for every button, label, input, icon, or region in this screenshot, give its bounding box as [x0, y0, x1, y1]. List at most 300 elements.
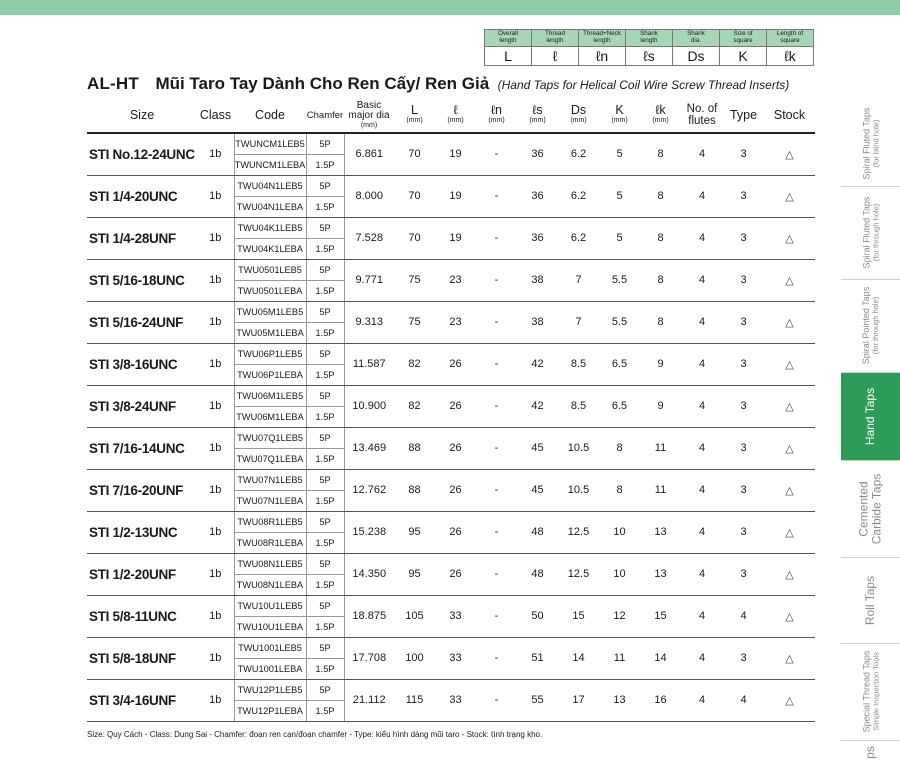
header-basic-unit: (mm) — [360, 121, 378, 129]
header-size: Size — [87, 98, 197, 133]
legend-header-cell — [767, 30, 814, 47]
cell-ds: 6.2 — [558, 175, 599, 217]
cell-lk: 15 — [640, 595, 681, 637]
cell-type: 3 — [723, 427, 764, 469]
cell-basic: 9.771 — [344, 259, 394, 301]
top-color-band — [0, 0, 900, 15]
sidebar-tab-label — [861, 197, 880, 269]
cell-code2: TWUNCM1LEBA — [234, 154, 306, 175]
cell-l: 82 — [394, 385, 435, 427]
cell-k: 6.5 — [599, 385, 640, 427]
table-row — [87, 427, 815, 448]
series-code: AL-HT — [87, 74, 139, 93]
cell-basic: 13.469 — [344, 427, 394, 469]
cell-l: 33 — [435, 595, 476, 637]
sidebar-tab-label — [861, 287, 880, 364]
cell-ln: - — [476, 133, 517, 175]
cell-l: 70 — [394, 175, 435, 217]
table-row — [87, 553, 815, 574]
cell-flutes: 4 — [681, 133, 723, 175]
cell-ch2: 1.5P — [306, 280, 344, 301]
cell-size: STI 5/16-24UNF — [87, 301, 197, 343]
cell-ds: 10.5 — [558, 469, 599, 511]
header-unit: (mm) — [652, 117, 669, 124]
cell-basic: 15.238 — [344, 511, 394, 553]
cell-ds: 7 — [558, 301, 599, 343]
cell-k: 6.5 — [599, 343, 640, 385]
cell-ls: 42 — [517, 385, 558, 427]
cell-type: 3 — [723, 217, 764, 259]
cell-l: 19 — [435, 133, 476, 175]
sidebar-tab[interactable] — [841, 100, 900, 186]
cell-code2: TWU04N1LEBA — [234, 196, 306, 217]
header-stock: Stock — [764, 98, 815, 133]
cell-ch1: 5P — [306, 427, 344, 448]
cell-ch2: 1.5P — [306, 196, 344, 217]
sidebar-tab[interactable] — [841, 460, 900, 557]
cell-l: 33 — [435, 637, 476, 679]
table-row — [87, 595, 815, 616]
cell-type: 3 — [723, 301, 764, 343]
cell-k: 5 — [599, 217, 640, 259]
cell-class: 1b — [197, 427, 234, 469]
legend-symbol: ℓk — [767, 47, 814, 66]
cell-ls: 38 — [517, 259, 558, 301]
cell-lk: 8 — [640, 217, 681, 259]
cell-size: STI No.12-24UNC — [87, 133, 197, 175]
cell-size: STI 5/8-11UNC — [87, 595, 197, 637]
cell-k: 5 — [599, 175, 640, 217]
cell-class: 1b — [197, 175, 234, 217]
cell-code1: TWU05M1LEB5 — [234, 301, 306, 322]
cell-ch1: 5P — [306, 343, 344, 364]
cell-ds: 8.5 — [558, 343, 599, 385]
cell-k: 13 — [599, 679, 640, 721]
cell-ch1: 5P — [306, 637, 344, 658]
cell-code2: TWU06M1LEBA — [234, 406, 306, 427]
cell-l: 26 — [435, 427, 476, 469]
cell-size: STI 3/4-16UNF — [87, 679, 197, 721]
cell-l: 26 — [435, 343, 476, 385]
sidebar-tab-label — [861, 651, 880, 733]
cell-size: STI 5/8-18UNF — [87, 637, 197, 679]
cell-basic: 8.000 — [344, 175, 394, 217]
cell-lk: 9 — [640, 385, 681, 427]
cell-flutes: 4 — [681, 553, 723, 595]
cell-stock: △ — [764, 511, 815, 553]
sidebar-tab-line1: Spiral Fluted Taps — [861, 107, 871, 179]
cell-code1: TWU07Q1LEB5 — [234, 427, 306, 448]
sidebar-tab-line1: Spiral Fluted Taps — [861, 196, 871, 269]
cell-basic: 7.528 — [344, 217, 394, 259]
cell-ds: 15 — [558, 595, 599, 637]
cell-type: 3 — [723, 385, 764, 427]
cell-code2: TWU05M1LEBA — [234, 322, 306, 343]
cell-basic: 17.708 — [344, 637, 394, 679]
cell-ls: 50 — [517, 595, 558, 637]
header-Ds-label: Ds — [570, 103, 587, 117]
cell-ln: - — [476, 385, 517, 427]
cell-l: 75 — [394, 301, 435, 343]
cell-k: 8 — [599, 427, 640, 469]
cell-ds: 12.5 — [558, 553, 599, 595]
sidebar-tab-line2: Simple Inspection Tools — [871, 652, 881, 731]
legend-header-line2: length — [499, 37, 517, 44]
sidebar-divider — [841, 279, 900, 280]
cell-ch1: 5P — [306, 385, 344, 406]
legend-header-cell — [579, 30, 626, 47]
cell-basic: 11.587 — [344, 343, 394, 385]
cell-code2: TWU12P1LEBA — [234, 700, 306, 721]
cell-l: 19 — [435, 217, 476, 259]
cell-code1: TWU1001LEB5 — [234, 637, 306, 658]
cell-ch2: 1.5P — [306, 364, 344, 385]
cell-l: 75 — [394, 259, 435, 301]
cell-ln: - — [476, 553, 517, 595]
header-chamfer: Chamfer — [306, 98, 344, 133]
cell-l: 23 — [435, 259, 476, 301]
header-basic-l2: major dia — [348, 109, 390, 121]
cell-class: 1b — [197, 637, 234, 679]
sidebar-divider — [841, 372, 900, 373]
legend-symbol: Ds — [673, 47, 720, 66]
cell-flutes: 4 — [681, 511, 723, 553]
cell-ds: 6.2 — [558, 217, 599, 259]
cell-code2: TWU07Q1LEBA — [234, 448, 306, 469]
header-flutes-l1: No. of — [686, 103, 718, 115]
cell-l: 82 — [394, 343, 435, 385]
cell-code1: TWU10U1LEB5 — [234, 595, 306, 616]
cell-ch2: 1.5P — [306, 238, 344, 259]
cell-ls: 55 — [517, 679, 558, 721]
cell-ln: - — [476, 511, 517, 553]
cell-stock: △ — [764, 427, 815, 469]
cell-ls: 36 — [517, 217, 558, 259]
legend-header-line1: Size of — [733, 30, 753, 38]
cell-ch1: 5P — [306, 133, 344, 154]
header-class: Class — [197, 98, 234, 133]
cell-class: 1b — [197, 385, 234, 427]
table-row — [87, 259, 815, 280]
cell-class: 1b — [197, 595, 234, 637]
header-l — [435, 98, 476, 133]
header-K — [599, 98, 640, 133]
cell-lk: 11 — [640, 427, 681, 469]
table-row — [87, 343, 815, 364]
cell-type: 4 — [723, 595, 764, 637]
cell-flutes: 4 — [681, 385, 723, 427]
sidebar-tab-line1: Roll Taps — [862, 575, 877, 625]
table-row — [87, 301, 815, 322]
cell-flutes: 4 — [681, 343, 723, 385]
sidebar-divider — [841, 557, 900, 558]
cell-type: 3 — [723, 637, 764, 679]
table-row — [87, 385, 815, 406]
cell-ch2: 1.5P — [306, 658, 344, 679]
cell-l: 23 — [435, 301, 476, 343]
cell-ls: 45 — [517, 427, 558, 469]
sidebar-tab-line2: (for through hole) — [871, 296, 881, 355]
cell-flutes: 4 — [681, 679, 723, 721]
cell-flutes: 4 — [681, 637, 723, 679]
legend-header-line2: square — [733, 37, 753, 44]
cell-ch2: 1.5P — [306, 154, 344, 175]
legend-header-cell — [485, 30, 532, 47]
cell-k: 11 — [599, 637, 640, 679]
sidebar-tab[interactable] — [841, 740, 900, 765]
header-flutes — [681, 98, 723, 133]
page-title — [87, 74, 789, 94]
cell-l: 70 — [394, 217, 435, 259]
cell-ch1: 5P — [306, 553, 344, 574]
cell-stock: △ — [764, 553, 815, 595]
product-name: Mũi Taro Tay Dành Cho Ren Cấy/ Ren Giả — [155, 74, 490, 93]
cell-class: 1b — [197, 217, 234, 259]
cell-size: STI 5/16-18UNC — [87, 259, 197, 301]
cell-l: 26 — [435, 469, 476, 511]
cell-ln: - — [476, 175, 517, 217]
cell-class: 1b — [197, 301, 234, 343]
cell-ch1: 5P — [306, 175, 344, 196]
cell-ch1: 5P — [306, 679, 344, 700]
cell-k: 8 — [599, 469, 640, 511]
cell-ls: 48 — [517, 511, 558, 553]
cell-basic: 6.861 — [344, 133, 394, 175]
cell-stock: △ — [764, 595, 815, 637]
sidebar-tab-label — [864, 575, 877, 624]
sidebar-tab[interactable] — [841, 643, 900, 740]
legend-header-cell — [532, 30, 579, 47]
cell-l: 95 — [394, 553, 435, 595]
sidebar-tab-line1: Special Thread Taps — [861, 650, 872, 733]
header-unit: (mm) — [406, 117, 423, 124]
cell-k: 5 — [599, 133, 640, 175]
cell-basic: 21.112 — [344, 679, 394, 721]
cell-type: 3 — [723, 175, 764, 217]
sidebar-tab-label — [864, 746, 877, 759]
cell-lk: 14 — [640, 637, 681, 679]
cell-l: 26 — [435, 511, 476, 553]
legend-header-line2: length — [593, 37, 611, 44]
header-unit: (mm) — [611, 117, 628, 124]
cell-class: 1b — [197, 259, 234, 301]
cell-ls: 45 — [517, 469, 558, 511]
cell-code1: TWU0501LEB5 — [234, 259, 306, 280]
cell-ch2: 1.5P — [306, 490, 344, 511]
cell-ch1: 5P — [306, 469, 344, 490]
cell-l: 70 — [394, 133, 435, 175]
cell-stock: △ — [764, 679, 815, 721]
table-row — [87, 511, 815, 532]
cell-flutes: 4 — [681, 259, 723, 301]
sidebar-tab-line1: ps — [863, 746, 877, 759]
cell-code1: TWUNCM1LEB5 — [234, 133, 306, 154]
cell-ds: 6.2 — [558, 133, 599, 175]
sidebar-divider — [841, 740, 900, 741]
header-type: Type — [723, 98, 764, 133]
legend-header-line1: Thread — [545, 30, 565, 38]
cell-code1: TWU08R1LEB5 — [234, 511, 306, 532]
cell-class: 1b — [197, 511, 234, 553]
cell-class: 1b — [197, 343, 234, 385]
sidebar-divider — [841, 643, 900, 644]
cell-ch2: 1.5P — [306, 322, 344, 343]
cell-k: 5.5 — [599, 301, 640, 343]
cell-code1: TWU07N1LEB5 — [234, 469, 306, 490]
cell-ch1: 5P — [306, 595, 344, 616]
sidebar-tab-line2: (for blind hole) — [871, 119, 880, 167]
header-basic-l1: Basic — [356, 99, 382, 111]
legend-header-line2: length — [640, 37, 658, 44]
legend-header-line2: square — [780, 37, 800, 44]
cell-ds: 7 — [558, 259, 599, 301]
cell-size: STI 7/16-20UNF — [87, 469, 197, 511]
legend-header-cell — [626, 30, 673, 47]
cell-l: 33 — [435, 679, 476, 721]
cell-ln: - — [476, 595, 517, 637]
legend-header-line1: Shank — [640, 30, 658, 38]
sidebar-tab-label — [858, 473, 884, 544]
legend-header-cell — [673, 30, 720, 47]
cell-basic: 12.762 — [344, 469, 394, 511]
cell-ls: 36 — [517, 175, 558, 217]
cell-ch1: 5P — [306, 259, 344, 280]
sidebar-tab[interactable] — [841, 279, 900, 372]
cell-ls: 51 — [517, 637, 558, 679]
cell-code1: TWU04N1LEB5 — [234, 175, 306, 196]
legend-symbol: ℓn — [579, 47, 626, 66]
legend-header-line1: Thread+Neck — [583, 30, 621, 38]
header-ls-label: ℓs — [532, 103, 543, 117]
cell-l: 26 — [435, 385, 476, 427]
table-header-row — [87, 98, 815, 133]
cell-type: 3 — [723, 553, 764, 595]
cell-type: 4 — [723, 679, 764, 721]
cell-ln: - — [476, 469, 517, 511]
cell-stock: △ — [764, 637, 815, 679]
cell-ls: 38 — [517, 301, 558, 343]
cell-ln: - — [476, 343, 517, 385]
cell-l: 88 — [394, 469, 435, 511]
table-row — [87, 217, 815, 238]
header-lk — [640, 98, 681, 133]
cell-code2: TWU08N1LEBA — [234, 574, 306, 595]
cell-l: 95 — [394, 511, 435, 553]
header-L-label: L — [411, 103, 418, 117]
legend-header-line1: Overall — [498, 30, 518, 38]
sidebar-tab-line2: Carbide Taps — [869, 473, 884, 544]
cell-k: 10 — [599, 511, 640, 553]
header-unit: (mm) — [529, 117, 546, 124]
cell-ln: - — [476, 301, 517, 343]
cell-type: 3 — [723, 511, 764, 553]
cell-ds: 12.5 — [558, 511, 599, 553]
sidebar-tab-line1: Hand Taps — [863, 387, 877, 445]
cell-flutes: 4 — [681, 217, 723, 259]
header-lk-label: ℓk — [655, 103, 666, 117]
legend-symbol: L — [485, 47, 532, 66]
sidebar-tab-line2: (for through hole) — [871, 203, 880, 262]
cell-code1: TWU04K1LEB5 — [234, 217, 306, 238]
sidebar-tab[interactable] — [841, 186, 900, 279]
cell-size: STI 1/2-13UNC — [87, 511, 197, 553]
cell-flutes: 4 — [681, 175, 723, 217]
cell-ds: 17 — [558, 679, 599, 721]
cell-lk: 9 — [640, 343, 681, 385]
cell-code2: TWU06P1LEBA — [234, 364, 306, 385]
cell-stock: △ — [764, 133, 815, 175]
cell-flutes: 4 — [681, 427, 723, 469]
footnote: Size: Quy Cách - Class: Dung Sai - Chamfer: đoạn ren cạn/đoạn chamfer - Type: kiểu hình dáng mũi taro - Stock: tình trạng kho. — [87, 730, 543, 739]
cell-flutes: 4 — [681, 595, 723, 637]
cell-ln: - — [476, 637, 517, 679]
legend-header-cell — [720, 30, 767, 47]
cell-lk: 8 — [640, 175, 681, 217]
cell-ch2: 1.5P — [306, 700, 344, 721]
dimension-legend — [484, 29, 814, 66]
cell-code2: TWU0501LEBA — [234, 280, 306, 301]
cell-k: 12 — [599, 595, 640, 637]
legend-header-line1: Shank — [687, 30, 705, 38]
header-ln — [476, 98, 517, 133]
header-ln-label: ℓn — [491, 103, 502, 117]
cell-code1: TWU06P1LEB5 — [234, 343, 306, 364]
cell-ch1: 5P — [306, 301, 344, 322]
cell-type: 3 — [723, 343, 764, 385]
cell-basic: 10.900 — [344, 385, 394, 427]
cell-ch2: 1.5P — [306, 532, 344, 553]
cell-ln: - — [476, 427, 517, 469]
cell-ds: 8.5 — [558, 385, 599, 427]
header-unit: (mm) — [570, 117, 587, 124]
table-row — [87, 679, 815, 700]
cell-code2: TWU04K1LEBA — [234, 238, 306, 259]
sidebar-tab-label — [861, 107, 880, 179]
cell-code2: TWU1001LEBA — [234, 658, 306, 679]
cell-lk: 8 — [640, 133, 681, 175]
cell-code2: TWU10U1LEBA — [234, 616, 306, 637]
cell-code2: TWU08R1LEBA — [234, 532, 306, 553]
cell-size: STI 3/8-16UNC — [87, 343, 197, 385]
header-L — [394, 98, 435, 133]
cell-ch1: 5P — [306, 511, 344, 532]
header-flutes-l2: flutes — [688, 115, 716, 127]
product-name-english: (Hand Taps for Helical Coil Wire Screw Thread Inserts) — [497, 78, 790, 92]
sidebar-tab-label — [864, 387, 877, 444]
sidebar-tab[interactable] — [841, 557, 900, 643]
cell-lk: 8 — [640, 259, 681, 301]
cell-code1: TWU12P1LEB5 — [234, 679, 306, 700]
cell-class: 1b — [197, 469, 234, 511]
header-unit: (mm) — [447, 117, 464, 124]
cell-size: STI 7/16-14UNC — [87, 427, 197, 469]
cell-ls: 42 — [517, 343, 558, 385]
header-ls — [517, 98, 558, 133]
cell-code2: TWU07N1LEBA — [234, 490, 306, 511]
cell-flutes: 4 — [681, 301, 723, 343]
cell-ch2: 1.5P — [306, 616, 344, 637]
cell-lk: 8 — [640, 301, 681, 343]
cell-ds: 14 — [558, 637, 599, 679]
cell-class: 1b — [197, 553, 234, 595]
sidebar-divider — [841, 186, 900, 187]
cell-ch2: 1.5P — [306, 448, 344, 469]
cell-stock: △ — [764, 217, 815, 259]
cell-size: STI 3/8-24UNF — [87, 385, 197, 427]
cell-flutes: 4 — [681, 469, 723, 511]
header-Ds — [558, 98, 599, 133]
sidebar-tab[interactable] — [841, 372, 900, 460]
